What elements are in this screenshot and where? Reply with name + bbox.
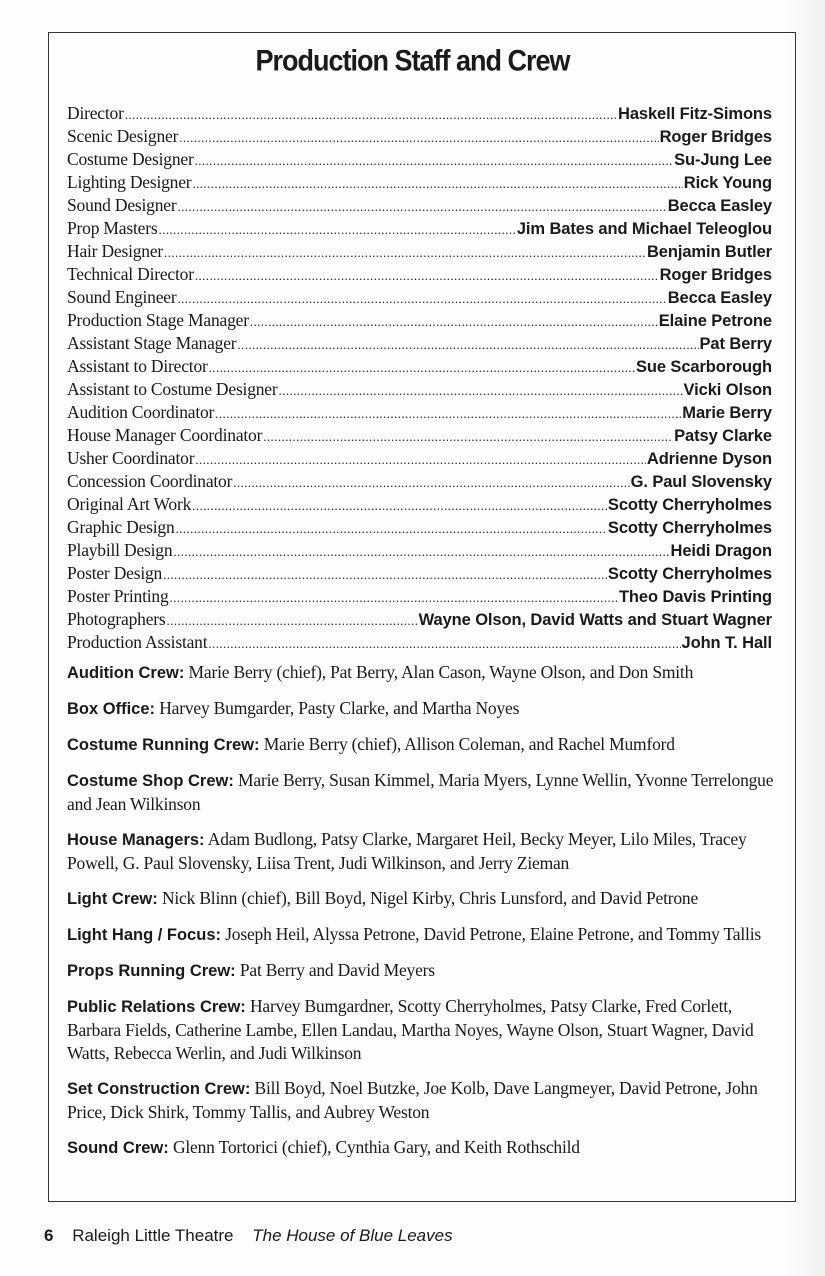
dot-leader [209, 356, 635, 378]
credit-role: Assistant Stage Manager [67, 333, 237, 353]
dot-leader [164, 241, 646, 263]
credits-list [67, 102, 772, 654]
crew-label: Light Hang / Focus: [67, 926, 221, 944]
credit-name: Pat Berry [699, 335, 772, 353]
dot-leader [195, 149, 674, 171]
credit-role: Hair Designer [67, 241, 164, 261]
dot-leader [125, 103, 617, 125]
crew-label: Set Construction Crew: [67, 1080, 251, 1098]
credit-row [67, 171, 772, 194]
credit-row [67, 355, 772, 378]
credit-name: Sue Scarborough [635, 358, 772, 376]
crew-paragraph [67, 887, 779, 911]
dot-leader [263, 425, 673, 447]
credit-name: Becca Easley [667, 197, 772, 215]
crew-members: Harvey Bumgardner, Scotty Cherryholmes, Patsy Clarke, Fred Corlett, Barbara Fields, Catherine Lambe, Ellen Landau, Martha Noyes, Wayne Olson, Stuart Wagner, David Watts, Rebecca Werlin, and Judi Wilkinson [67, 996, 754, 1063]
credit-name: Roger Bridges [659, 128, 772, 146]
credit-role: Costume Designer [67, 149, 194, 169]
credit-role: Concession Coordinator [67, 471, 233, 491]
credit-row [67, 217, 772, 240]
crew-label: Light Crew: [67, 890, 158, 908]
credit-row [67, 516, 772, 539]
dot-leader [176, 517, 607, 539]
credit-name: Heidi Dragon [670, 542, 772, 560]
dot-leader [170, 586, 618, 608]
credit-role: Sound Engineer [67, 287, 177, 307]
crew-paragraph [67, 923, 779, 947]
crew-members: Nick Blinn (chief), Bill Boyd, Nigel Kirby, Chris Lunsford, and David Petrone [161, 888, 699, 908]
credit-name: Benjamin Butler [646, 243, 772, 261]
credit-row [67, 631, 772, 654]
crew-members: Bill Boyd, Noel Butzke, Joe Kolb, Dave Langmeyer, David Petrone, John Price, Dick Shirk, Tommy Tallis, and Aubrey Weston [67, 1078, 758, 1122]
credit-role: Poster Design [67, 563, 163, 583]
crew-label: Audition Crew: [67, 664, 185, 682]
dot-leader [167, 609, 418, 631]
dot-leader [173, 540, 669, 562]
dot-leader [233, 471, 629, 493]
credit-name: Theo Davis Printing [618, 588, 772, 606]
credit-role: Prop Masters [67, 218, 158, 238]
crew-members: Glenn Tortorici (chief), Cynthia Gary, and Keith Rothschild [172, 1137, 580, 1157]
credit-role: Assistant to Costume Designer [67, 379, 278, 399]
crew-members: Harvey Bumgarder, Pasty Clarke, and Martha Noyes [159, 698, 520, 718]
crew-label: Sound Crew: [67, 1139, 169, 1157]
credit-name: Elaine Petrone [658, 312, 772, 330]
dot-leader [195, 448, 646, 470]
credit-row [67, 125, 772, 148]
crew-paragraph [67, 995, 779, 1065]
credit-name: Wayne Olson, David Watts and Stuart Wagner [418, 611, 772, 629]
credit-row [67, 332, 772, 355]
crew-paragraph [67, 733, 779, 757]
credit-row [67, 194, 772, 217]
credit-role: Original Art Work [67, 494, 192, 514]
dot-leader [192, 494, 607, 516]
credit-role: Production Assistant [67, 632, 208, 652]
credit-row [67, 447, 772, 470]
crew-paragraph [67, 661, 779, 685]
credit-name: Scotty Cherryholmes [607, 496, 772, 514]
crew-members: Marie Berry (chief), Allison Coleman, and Rachel Mumford [263, 734, 675, 754]
crew-paragraph [67, 959, 779, 983]
crew-members: Pat Berry and David Meyers [239, 960, 435, 980]
dot-leader [192, 172, 682, 194]
credit-name: Jim Bates and Michael Teleoglou [516, 220, 772, 238]
dot-leader [279, 379, 683, 401]
credit-role: Audition Coordinator [67, 402, 215, 422]
credit-row [67, 378, 772, 401]
dot-leader [208, 632, 680, 654]
crews-list [67, 661, 779, 1172]
credit-name: Scotty Cherryholmes [607, 519, 772, 537]
credit-row [67, 148, 772, 171]
credit-name: John T. Hall [681, 634, 772, 652]
credit-row [67, 309, 772, 332]
credit-row [67, 608, 772, 631]
credit-name: Adrienne Dyson [646, 450, 772, 468]
crew-label: Box Office: [67, 700, 156, 718]
credit-name: Roger Bridges [659, 266, 772, 284]
theatre-name: Raleigh Little Theatre [72, 1226, 234, 1245]
credit-role: Technical Director [67, 264, 194, 284]
credit-name: Su-Jung Lee [674, 151, 772, 169]
credit-row [67, 493, 772, 516]
credit-name: Becca Easley [667, 289, 772, 307]
credit-row [67, 470, 772, 493]
dot-leader [250, 310, 658, 332]
credit-name: Patsy Clarke [674, 427, 772, 445]
dot-leader [237, 333, 698, 355]
credit-row [67, 286, 772, 309]
dot-leader [158, 218, 515, 240]
credit-role: Assistant to Director [67, 356, 208, 376]
crew-paragraph [67, 1136, 779, 1160]
credit-role: Graphic Design [67, 517, 175, 537]
crew-label: Props Running Crew: [67, 962, 236, 980]
credit-role: Photographers [67, 609, 166, 629]
credit-role: Usher Coordinator [67, 448, 195, 468]
credit-role: Production Stage Manager [67, 310, 249, 330]
show-title: The House of Blue Leaves [252, 1226, 453, 1245]
credit-name: Haskell Fitz-Simons [618, 105, 772, 123]
credit-role: Poster Printing [67, 586, 169, 606]
crew-members: Joseph Heil, Alyssa Petrone, David Petrone, Elaine Petrone, and Tommy Tallis [225, 924, 761, 944]
credit-name: Marie Berry [682, 404, 772, 422]
credit-row [67, 585, 772, 608]
crew-paragraph [67, 769, 779, 816]
dot-leader [177, 195, 666, 217]
crew-paragraph [67, 697, 779, 721]
credit-row [67, 240, 772, 263]
crew-paragraph [67, 828, 779, 875]
page-title: Production Staff and Crew [255, 44, 570, 78]
crew-label: Costume Running Crew: [67, 736, 260, 754]
crew-label: House Managers: [67, 831, 205, 849]
dot-leader [177, 287, 666, 309]
dot-leader [179, 126, 658, 148]
crew-members: Marie Berry (chief), Pat Berry, Alan Cason, Wayne Olson, and Don Smith [188, 662, 694, 682]
credit-role: Scenic Designer [67, 126, 179, 146]
crew-label: Costume Shop Crew: [67, 772, 234, 790]
credit-row [67, 401, 772, 424]
credit-name: Vicki Olson [683, 381, 772, 399]
credit-name: Rick Young [683, 174, 772, 192]
credit-name: Scotty Cherryholmes [607, 565, 772, 583]
credit-role: Playbill Design [67, 540, 173, 560]
credit-name: G. Paul Slovensky [630, 473, 772, 491]
dot-leader [163, 563, 607, 585]
crew-members: Marie Berry, Susan Kimmel, Maria Myers, Lynne Wellin, Yvonne Terrelongue and Jean Wilkinson [67, 770, 774, 814]
credit-role: Lighting Designer [67, 172, 192, 192]
credit-role: Sound Designer [67, 195, 177, 215]
crew-label: Public Relations Crew: [67, 998, 246, 1016]
dot-leader [215, 402, 681, 424]
credit-row [67, 102, 772, 125]
page-number: 6 [44, 1226, 54, 1245]
credit-row [67, 424, 772, 447]
credit-row [67, 263, 772, 286]
credit-role: Director [67, 103, 124, 123]
dot-leader [195, 264, 659, 286]
credit-row [67, 539, 772, 562]
crew-members: Adam Budlong, Patsy Clarke, Margaret Heil, Becky Meyer, Lilo Miles, Tracey Powell, G. Paul Slovensky, Liisa Trent, Judi Wilkinson, and Jerry Zieman [67, 829, 747, 873]
credit-role: House Manager Coordinator [67, 425, 263, 445]
credit-row [67, 562, 772, 585]
page-footer [44, 1226, 453, 1246]
crew-paragraph [67, 1077, 779, 1124]
